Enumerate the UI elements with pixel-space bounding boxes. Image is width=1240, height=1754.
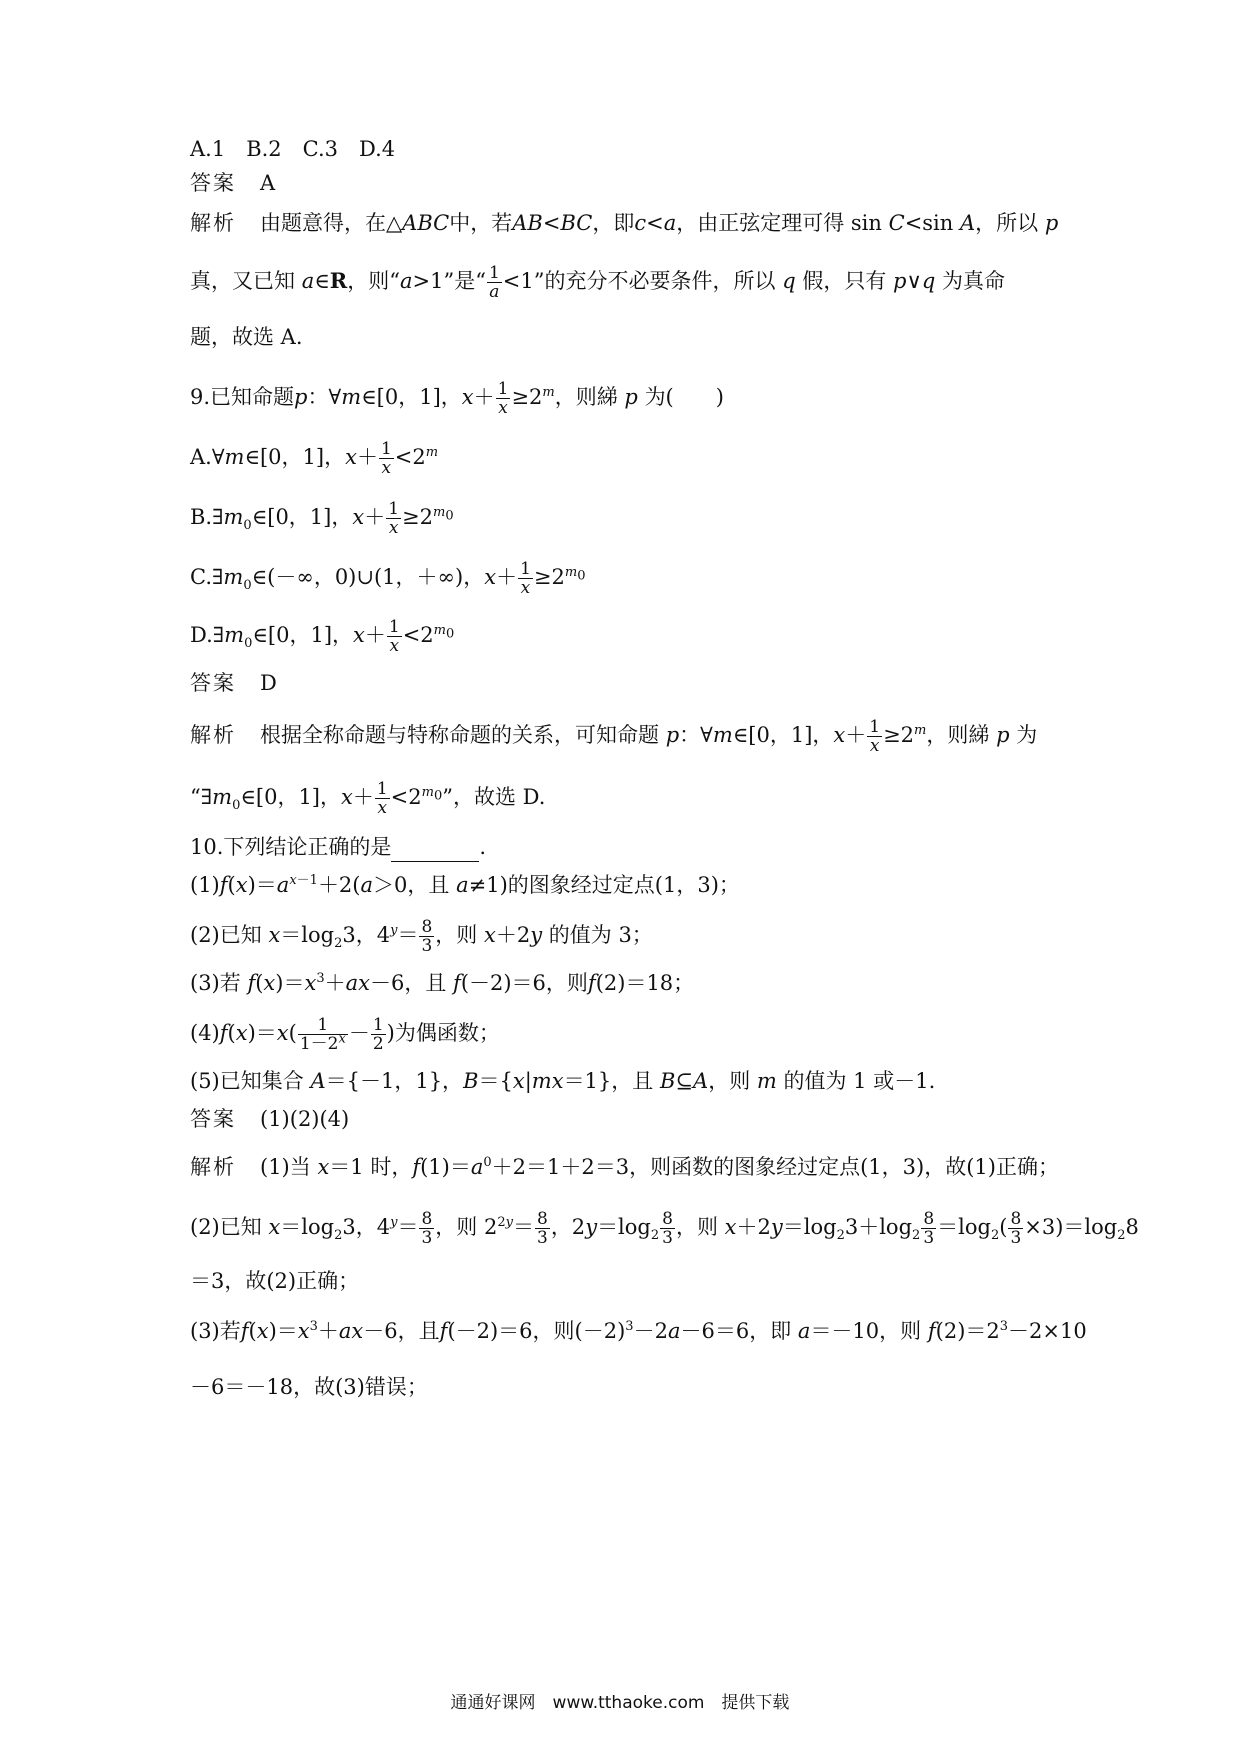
analysis-line-q10-1: 解析 (1)当 x＝1 时，$f(1)=a^0+2=1+2=3$，则函数的图象经过定点(1，3)，故(1)正确； — [190, 1155, 1059, 1179]
analysis-line-q10-5: －6＝－18，故(3)错误； — [190, 1375, 428, 1399]
question-10-statement-2: (2)已知 $x=\log_23$，$4^y=$ $\frac{8}{3}$ ，则 x＋2y 的值为 3； — [190, 917, 653, 956]
answer-blank — [391, 841, 479, 862]
question-10-stem: 10.下列结论正确的是 . — [190, 832, 1060, 862]
question-10-statement-5: (5)已知集合 A＝{－1，1}，B＝{x|mx＝1}，且 B⊆A，则 m 的值为 1 或－1. — [190, 1069, 936, 1093]
page-footer: 通通好课网 www.tthaoke.com 提供下载 — [450, 1693, 790, 1713]
question-9-option-d: $D.\exists m_0\in[0$，1]，x＋ $\frac{1}{x}$ $<2^{m_0}$ — [190, 617, 455, 656]
question-9-option-c: $C.\exists m_0\in(-\infty$，0)∪(1，＋∞)，x＋ $\frac{1}{x}$ $\ge 2^{m_0}$ — [190, 559, 586, 598]
answer-line-q8: 答案 A — [190, 171, 276, 195]
answer-line-q9: 答案 D — [190, 671, 277, 695]
analysis-line-q8-1: 解析 由题意得，在△ABC中，若AB<BC，即c<a，由正弦定理可得 sin C<sin A，所以 p — [190, 211, 1059, 235]
question-9-option-b: $B.\exists m_0\in[0$，1]，x＋ $\frac{1}{x}$ $\ge 2^{m_0}$ — [190, 499, 454, 538]
analysis-line-q9-1: 解析 根据全称命题与特称命题的关系，可知命题 p：∀m∈[0，1]，x＋ $\frac{1}{x}$ $\ge 2^m$，则綈 p 为 — [190, 717, 1038, 756]
question-10-statement-4: (4)f(x)＝x( $\frac{1}{1-2^x}$ － $\frac{1}{2}$ )为偶函数； — [190, 1015, 500, 1054]
analysis-line-q8-3: 题，故选 A. — [190, 325, 303, 349]
analysis-line-q9-2: “$\exists m_0\in[0$，1]，x＋ $\frac{1}{x}$ $<2^{m_0}$”，故选 D. — [190, 779, 546, 818]
question-9-stem: 9.已知命题p：∀m∈[0，1]，x＋ $\frac{1}{x}$ $\ge 2^m$，则綈 p 为( ) — [190, 379, 724, 418]
analysis-line-q10-4: (3)若$f(x)=x^3+ax-6$，且f(－2)＝6，则$(-2)^3-2a-6=6$，即 a＝－10，则 $f(2)=2^3-2\times 10$ — [190, 1319, 1087, 1343]
question-10-statement-3: (3)若 $f(x)=x^3+ax-6$，且 f(－2)＝6，则f(2)＝18； — [190, 971, 695, 995]
question-10-statement-1: $(1)f(x)=a^{x-1}+2(a>0$，且 a≠1)的图象经过定点(1，3)； — [190, 873, 740, 897]
options-line-q8: A.1 B.2 C.3 D.4 — [190, 137, 396, 161]
analysis-line-q10-3: ＝3，故(2)正确； — [190, 1269, 360, 1293]
analysis-line-q10-2: (2)已知 $x=\log_23$，$4^y=$ $\frac{8}{3}$ ，则 $2^{2y}=$ $\frac{8}{3}$ ，$2y=\log_2$ $\frac{8}{3}$ ，则 $x+2y=\log_23+\log_2$ $\frac{8}{3}$ $=\log_2$( $\frac{8}{3}$ $\times 3)=\log_28$ — [190, 1209, 1139, 1248]
analysis-line-q8-2: 真，又已知 a∈R，则“a>1”是“ $\frac{1}{a}$ <1”的充分不必要条件，所以 q 假，只有 p∨q 为真命 — [190, 263, 1005, 302]
answer-line-q10: 答案 (1)(2)(4) — [190, 1107, 350, 1131]
question-9-option-a: A.∀m∈[0，1]，x＋ $\frac{1}{x}$ $<2^m$ — [190, 439, 439, 478]
